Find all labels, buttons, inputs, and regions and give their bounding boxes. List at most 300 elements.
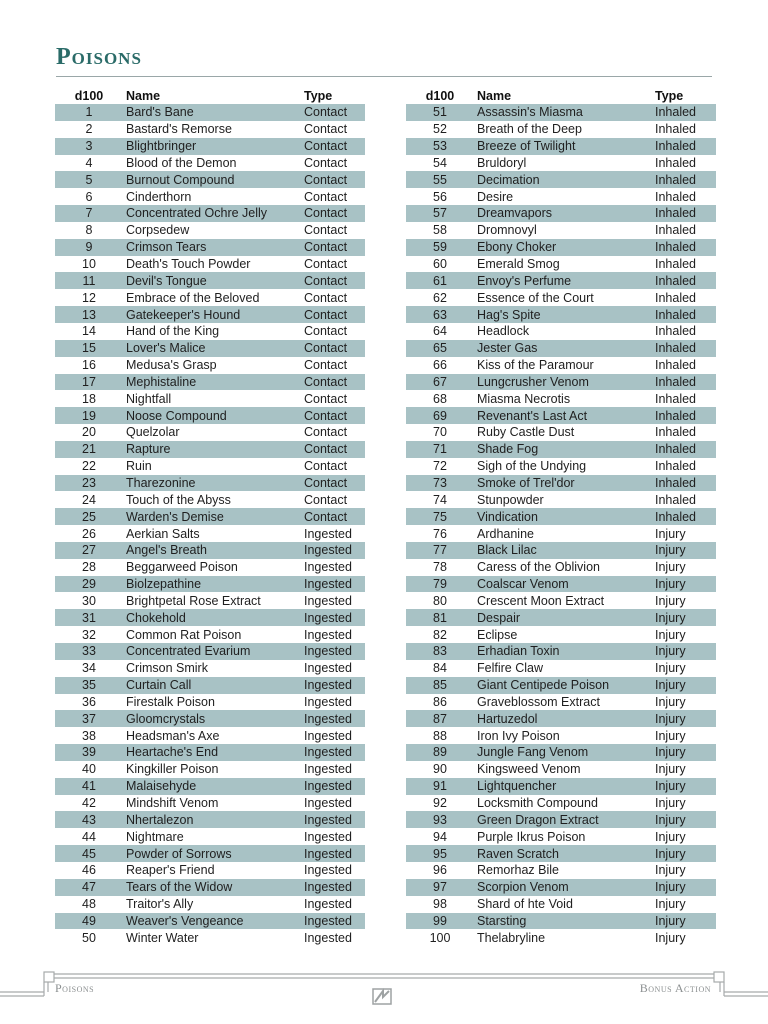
cell-name: Smoke of Trel'dor bbox=[474, 475, 655, 492]
cell-type: Contact bbox=[304, 508, 365, 525]
cell-name: Dromnovyl bbox=[477, 223, 537, 238]
cell-name: Crescent Moon Extract bbox=[477, 593, 605, 608]
cell-type: Inhaled bbox=[655, 257, 697, 272]
cell-d100: 58 bbox=[433, 223, 447, 238]
cell-d100: 9 bbox=[55, 239, 123, 256]
cell-name: Locksmith Compound bbox=[477, 796, 598, 811]
cell-name: Essence of the Court bbox=[477, 290, 594, 305]
cell-d100: 73 bbox=[406, 475, 474, 492]
cell-type: Inhaled bbox=[655, 441, 716, 458]
table-row bbox=[55, 694, 365, 711]
cell-d100: 67 bbox=[406, 374, 474, 391]
table-row bbox=[55, 727, 365, 744]
cell-d100: 1 bbox=[55, 104, 123, 121]
cell-name: Decimation bbox=[474, 171, 655, 188]
table-row bbox=[55, 424, 365, 441]
table-row bbox=[406, 559, 716, 576]
cell-name: Concentrated Ochre Jelly bbox=[123, 205, 304, 222]
cell-name: Despair bbox=[474, 609, 655, 626]
cell-type: Contact bbox=[304, 492, 348, 507]
cell-name: Chokehold bbox=[123, 609, 304, 626]
cell-d100: 81 bbox=[406, 609, 474, 626]
cell-d100: 57 bbox=[406, 205, 474, 222]
cell-name: Hartuzedol bbox=[474, 710, 655, 727]
cell-d100: 65 bbox=[406, 340, 474, 357]
cell-d100: 22 bbox=[82, 459, 96, 474]
poison-table-left bbox=[55, 87, 365, 946]
cell-type: Ingested bbox=[304, 593, 352, 608]
cell-d100: 55 bbox=[406, 171, 474, 188]
cell-d100: 83 bbox=[406, 643, 474, 660]
table-row bbox=[55, 660, 365, 677]
cell-type: Ingested bbox=[304, 913, 365, 930]
cell-name: Desire bbox=[477, 189, 514, 204]
cell-type: Contact bbox=[304, 205, 365, 222]
cell-type: Ingested bbox=[304, 762, 352, 777]
cell-name: Vindication bbox=[474, 508, 655, 525]
cell-name: Powder of Sorrows bbox=[123, 845, 304, 862]
cell-name: Lightquencher bbox=[474, 778, 655, 795]
cell-type: Inhaled bbox=[655, 425, 697, 440]
header-d100: d100 bbox=[74, 88, 104, 103]
cell-d100: 8 bbox=[85, 223, 93, 238]
cell-d100: 54 bbox=[433, 155, 447, 170]
table-row bbox=[406, 424, 716, 441]
cell-name: Lover's Malice bbox=[123, 340, 304, 357]
cell-d100: 27 bbox=[55, 542, 123, 559]
cell-d100: 12 bbox=[82, 290, 96, 305]
cell-type: Injury bbox=[655, 542, 716, 559]
cell-d100: 32 bbox=[82, 627, 96, 642]
cell-type: Inhaled bbox=[655, 272, 716, 289]
cell-type: Ingested bbox=[304, 879, 365, 896]
header-name: Name bbox=[477, 88, 512, 103]
cell-name: Aerkian Salts bbox=[126, 526, 200, 541]
table-row bbox=[55, 559, 365, 576]
cell-type: Inhaled bbox=[655, 492, 697, 507]
cell-name: Nhertalezon bbox=[123, 811, 304, 828]
cell-type: Contact bbox=[304, 306, 365, 323]
table-row bbox=[406, 458, 716, 475]
cell-name: Firestalk Poison bbox=[126, 694, 215, 709]
cell-name: Mindshift Venom bbox=[126, 796, 219, 811]
cell-d100: 100 bbox=[429, 930, 451, 945]
table-row bbox=[55, 374, 365, 391]
cell-type: Contact bbox=[304, 324, 348, 339]
cell-type: Injury bbox=[655, 576, 716, 593]
cell-name: Kingkiller Poison bbox=[126, 762, 219, 777]
cell-type: Ingested bbox=[304, 744, 365, 761]
cell-name: Iron Ivy Poison bbox=[477, 728, 560, 743]
cell-type: Contact bbox=[304, 104, 365, 121]
table-row bbox=[55, 508, 365, 525]
cell-type: Ingested bbox=[304, 661, 352, 676]
table-row bbox=[406, 525, 716, 542]
table-row bbox=[55, 188, 365, 205]
cell-name: Biolzepathine bbox=[123, 576, 304, 593]
cell-d100: 26 bbox=[82, 526, 96, 541]
table-row bbox=[55, 205, 365, 222]
cell-name: Caress of the Oblivion bbox=[477, 560, 600, 575]
cell-d100: 70 bbox=[433, 425, 447, 440]
table-row bbox=[55, 795, 365, 812]
cell-name: Giant Centipede Poison bbox=[474, 677, 655, 694]
cell-name: Headlock bbox=[477, 324, 530, 339]
cell-type: Inhaled bbox=[655, 205, 716, 222]
table-row bbox=[55, 138, 365, 155]
cell-name: Corpsedew bbox=[126, 223, 190, 238]
cell-d100: 53 bbox=[406, 138, 474, 155]
cell-type: Injury bbox=[655, 811, 716, 828]
cell-type: Injury bbox=[655, 796, 686, 811]
cell-name: Cinderthorn bbox=[126, 189, 192, 204]
cell-d100: 41 bbox=[55, 778, 123, 795]
cell-type: Injury bbox=[655, 526, 686, 541]
cell-type: Ingested bbox=[304, 863, 352, 878]
cell-d100: 39 bbox=[55, 744, 123, 761]
cell-type: Inhaled bbox=[655, 155, 697, 170]
cell-d100: 20 bbox=[82, 425, 96, 440]
poison-table-right-body bbox=[406, 104, 716, 946]
cell-name: Starsting bbox=[474, 913, 655, 930]
cell-d100: 42 bbox=[82, 796, 96, 811]
table-row bbox=[406, 862, 716, 879]
cell-type: Inhaled bbox=[655, 223, 697, 238]
cell-name: Scorpion Venom bbox=[474, 879, 655, 896]
table-row bbox=[55, 121, 365, 138]
cell-d100: 74 bbox=[433, 492, 447, 507]
cell-d100: 64 bbox=[433, 324, 447, 339]
table-row bbox=[406, 256, 716, 273]
cell-type: Contact bbox=[304, 374, 365, 391]
cell-type: Ingested bbox=[304, 728, 352, 743]
cell-name: Tears of the Widow bbox=[123, 879, 304, 896]
table-row bbox=[55, 778, 365, 795]
table-row bbox=[55, 155, 365, 172]
cell-d100: 50 bbox=[82, 930, 96, 945]
table-row bbox=[55, 896, 365, 913]
cell-type: Inhaled bbox=[655, 306, 716, 323]
table-row bbox=[406, 491, 716, 508]
table-row bbox=[406, 609, 716, 626]
cell-d100: 69 bbox=[406, 407, 474, 424]
table-row bbox=[55, 390, 365, 407]
cell-type: Contact bbox=[304, 239, 365, 256]
cell-d100: 18 bbox=[82, 391, 96, 406]
cell-name: Black Lilac bbox=[474, 542, 655, 559]
cell-name: Rapture bbox=[123, 441, 304, 458]
cell-d100: 56 bbox=[433, 189, 447, 204]
cell-name: Miasma Necrotis bbox=[477, 391, 571, 406]
cell-d100: 3 bbox=[55, 138, 123, 155]
cell-name: Reaper's Friend bbox=[126, 863, 215, 878]
table-row bbox=[55, 491, 365, 508]
cell-name: Death's Touch Powder bbox=[126, 257, 251, 272]
table-row bbox=[406, 845, 716, 862]
cell-type: Contact bbox=[304, 407, 365, 424]
cell-type: Contact bbox=[304, 223, 348, 238]
cell-name: Graveblossom Extract bbox=[477, 694, 600, 709]
table-row bbox=[406, 104, 716, 121]
cell-type: Inhaled bbox=[655, 122, 697, 137]
cell-type: Inhaled bbox=[655, 374, 716, 391]
table-row bbox=[406, 390, 716, 407]
cell-type: Injury bbox=[655, 762, 686, 777]
cell-d100: 71 bbox=[406, 441, 474, 458]
cell-d100: 48 bbox=[82, 897, 96, 912]
table-row bbox=[406, 121, 716, 138]
cell-d100: 2 bbox=[85, 122, 93, 137]
table-row bbox=[55, 609, 365, 626]
cell-d100: 87 bbox=[406, 710, 474, 727]
cell-name: Jungle Fang Venom bbox=[474, 744, 655, 761]
cell-name: Sigh of the Undying bbox=[477, 459, 587, 474]
cell-name: Eclipse bbox=[477, 627, 518, 642]
cell-name: Kingsweed Venom bbox=[477, 762, 581, 777]
table-row bbox=[406, 508, 716, 525]
table-row bbox=[406, 239, 716, 256]
cell-d100: 35 bbox=[55, 677, 123, 694]
table-row bbox=[55, 828, 365, 845]
cell-name: Envoy's Perfume bbox=[474, 272, 655, 289]
cell-d100: 66 bbox=[433, 358, 447, 373]
table-row bbox=[55, 879, 365, 896]
cell-type: Injury bbox=[655, 593, 686, 608]
cell-d100: 82 bbox=[433, 627, 447, 642]
table-row bbox=[55, 407, 365, 424]
cell-d100: 62 bbox=[433, 290, 447, 305]
cell-name: Kiss of the Paramour bbox=[477, 358, 594, 373]
cell-name: Lungcrusher Venom bbox=[474, 374, 655, 391]
table-row bbox=[406, 205, 716, 222]
cell-name: Hand of the King bbox=[126, 324, 220, 339]
cell-name: Gloomcrystals bbox=[123, 710, 304, 727]
cell-d100: 76 bbox=[433, 526, 447, 541]
table-row bbox=[55, 542, 365, 559]
cell-d100: 95 bbox=[406, 845, 474, 862]
cell-type: Contact bbox=[304, 441, 365, 458]
cell-name: Burnout Compound bbox=[123, 171, 304, 188]
cell-d100: 17 bbox=[55, 374, 123, 391]
table-row bbox=[406, 694, 716, 711]
table-row bbox=[55, 306, 365, 323]
table-row bbox=[55, 171, 365, 188]
cell-name: Malaisehyde bbox=[123, 778, 304, 795]
cell-type: Ingested bbox=[304, 643, 365, 660]
cell-d100: 7 bbox=[55, 205, 123, 222]
cell-name: Crimson Smirk bbox=[126, 661, 208, 676]
cell-d100: 49 bbox=[55, 913, 123, 930]
cell-type: Injury bbox=[655, 728, 686, 743]
table-row bbox=[55, 104, 365, 121]
cell-name: Embrace of the Beloved bbox=[126, 290, 260, 305]
table-row bbox=[406, 407, 716, 424]
table-row bbox=[406, 879, 716, 896]
cell-d100: 4 bbox=[85, 155, 93, 170]
cell-type: Injury bbox=[655, 710, 716, 727]
cell-d100: 89 bbox=[406, 744, 474, 761]
table-row bbox=[55, 458, 365, 475]
cell-type: Contact bbox=[304, 257, 348, 272]
cell-type: Inhaled bbox=[655, 189, 697, 204]
cell-name: Devil's Tongue bbox=[123, 272, 304, 289]
table-row bbox=[55, 289, 365, 306]
publisher-logo-icon bbox=[372, 988, 394, 1006]
cell-name: Angel's Breath bbox=[123, 542, 304, 559]
cell-type: Contact bbox=[304, 189, 348, 204]
cell-d100: 30 bbox=[82, 593, 96, 608]
table-row bbox=[55, 677, 365, 694]
cell-d100: 61 bbox=[406, 272, 474, 289]
cell-name: Green Dragon Extract bbox=[474, 811, 655, 828]
table-row bbox=[406, 643, 716, 660]
cell-d100: 78 bbox=[433, 560, 447, 575]
cell-name: Concentrated Evarium bbox=[123, 643, 304, 660]
table-row bbox=[406, 340, 716, 357]
cell-type: Inhaled bbox=[655, 391, 697, 406]
table-row bbox=[55, 340, 365, 357]
table-row bbox=[55, 441, 365, 458]
cell-d100: 97 bbox=[406, 879, 474, 896]
cell-d100: 23 bbox=[55, 475, 123, 492]
cell-type: Inhaled bbox=[655, 138, 716, 155]
cell-d100: 72 bbox=[433, 459, 447, 474]
cell-name: Hag's Spite bbox=[474, 306, 655, 323]
cell-type: Ingested bbox=[304, 710, 365, 727]
cell-d100: 44 bbox=[82, 829, 96, 844]
cell-d100: 38 bbox=[82, 728, 96, 743]
cell-type: Ingested bbox=[304, 778, 365, 795]
cell-d100: 63 bbox=[406, 306, 474, 323]
cell-name: Ruin bbox=[126, 459, 152, 474]
cell-type: Inhaled bbox=[655, 104, 716, 121]
cell-name: Erhadian Toxin bbox=[474, 643, 655, 660]
cell-name: Brightpetal Rose Extract bbox=[126, 593, 261, 608]
cell-type: Injury bbox=[655, 778, 716, 795]
table-row bbox=[406, 272, 716, 289]
table-row bbox=[55, 525, 365, 542]
cell-type: Contact bbox=[304, 272, 365, 289]
footer-section-label: Poisons bbox=[55, 981, 95, 995]
table-row bbox=[406, 811, 716, 828]
cell-name: Thelabryline bbox=[477, 930, 546, 945]
cell-name: Nightfall bbox=[126, 391, 172, 406]
cell-type: Contact bbox=[304, 358, 348, 373]
cell-d100: 92 bbox=[433, 796, 447, 811]
cell-d100: 24 bbox=[82, 492, 96, 507]
cell-d100: 75 bbox=[406, 508, 474, 525]
cell-name: Purple Ikrus Poison bbox=[477, 829, 586, 844]
cell-type: Contact bbox=[304, 290, 348, 305]
cell-d100: 47 bbox=[55, 879, 123, 896]
cell-name: Crimson Tears bbox=[123, 239, 304, 256]
cell-name: Assassin's Miasma bbox=[474, 104, 655, 121]
cell-d100: 80 bbox=[433, 593, 447, 608]
cell-type: Inhaled bbox=[655, 324, 697, 339]
cell-type: Injury bbox=[655, 930, 686, 945]
table-row bbox=[406, 155, 716, 172]
cell-d100: 93 bbox=[406, 811, 474, 828]
cell-d100: 51 bbox=[406, 104, 474, 121]
cell-d100: 15 bbox=[55, 340, 123, 357]
cell-d100: 36 bbox=[82, 694, 96, 709]
table-row bbox=[406, 306, 716, 323]
cell-name: Heartache's End bbox=[123, 744, 304, 761]
table-row bbox=[55, 576, 365, 593]
cell-type: Injury bbox=[655, 744, 716, 761]
poison-table-left-body bbox=[55, 104, 365, 946]
cell-name: Remorhaz Bile bbox=[477, 863, 559, 878]
table-row bbox=[406, 138, 716, 155]
cell-type: Injury bbox=[655, 560, 686, 575]
table-row bbox=[406, 744, 716, 761]
page-title: Poisons bbox=[56, 44, 142, 70]
table-row bbox=[55, 710, 365, 727]
cell-d100: 21 bbox=[55, 441, 123, 458]
cell-type: Contact bbox=[304, 122, 348, 137]
cell-name: Headsman's Axe bbox=[126, 728, 220, 743]
cell-d100: 16 bbox=[82, 358, 96, 373]
cell-type: Ingested bbox=[304, 930, 352, 945]
cell-d100: 28 bbox=[82, 560, 96, 575]
cell-d100: 10 bbox=[82, 257, 96, 272]
cell-d100: 77 bbox=[406, 542, 474, 559]
cell-type: Injury bbox=[655, 609, 716, 626]
cell-d100: 84 bbox=[433, 661, 447, 676]
cell-name: Bruldoryl bbox=[477, 155, 527, 170]
cell-d100: 13 bbox=[55, 306, 123, 323]
cell-d100: 46 bbox=[82, 863, 96, 878]
table-row bbox=[55, 272, 365, 289]
table-row bbox=[406, 828, 716, 845]
cell-type: Ingested bbox=[304, 526, 352, 541]
cell-type: Inhaled bbox=[655, 358, 697, 373]
cell-d100: 60 bbox=[433, 257, 447, 272]
cell-name: Bastard's Remorse bbox=[126, 122, 232, 137]
cell-type: Ingested bbox=[304, 845, 365, 862]
cell-name: Revenant's Last Act bbox=[474, 407, 655, 424]
table-row bbox=[406, 778, 716, 795]
cell-type: Inhaled bbox=[655, 459, 697, 474]
cell-type: Inhaled bbox=[655, 171, 716, 188]
table-row bbox=[406, 222, 716, 239]
header-type: Type bbox=[304, 88, 333, 103]
table-row bbox=[55, 323, 365, 340]
cell-d100: 40 bbox=[82, 762, 96, 777]
cell-d100: 85 bbox=[406, 677, 474, 694]
cell-d100: 33 bbox=[55, 643, 123, 660]
cell-name: Dreamvapors bbox=[474, 205, 655, 222]
cell-d100: 98 bbox=[433, 897, 447, 912]
cell-name: Ardhanine bbox=[477, 526, 534, 541]
header-name: Name bbox=[126, 88, 161, 103]
table-row bbox=[55, 357, 365, 374]
table-row bbox=[55, 929, 365, 946]
table-row bbox=[55, 643, 365, 660]
cell-type: Contact bbox=[304, 155, 348, 170]
header-d100: d100 bbox=[425, 88, 455, 103]
table-row bbox=[55, 913, 365, 930]
cell-type: Ingested bbox=[304, 677, 365, 694]
cell-type: Injury bbox=[655, 879, 716, 896]
cell-d100: 79 bbox=[406, 576, 474, 593]
cell-name: Shard of hte Void bbox=[477, 897, 573, 912]
cell-name: Touch of the Abyss bbox=[126, 492, 231, 507]
cell-type: Inhaled bbox=[655, 290, 697, 305]
cell-type: Injury bbox=[655, 694, 686, 709]
table-row bbox=[406, 542, 716, 559]
cell-d100: 86 bbox=[433, 694, 447, 709]
